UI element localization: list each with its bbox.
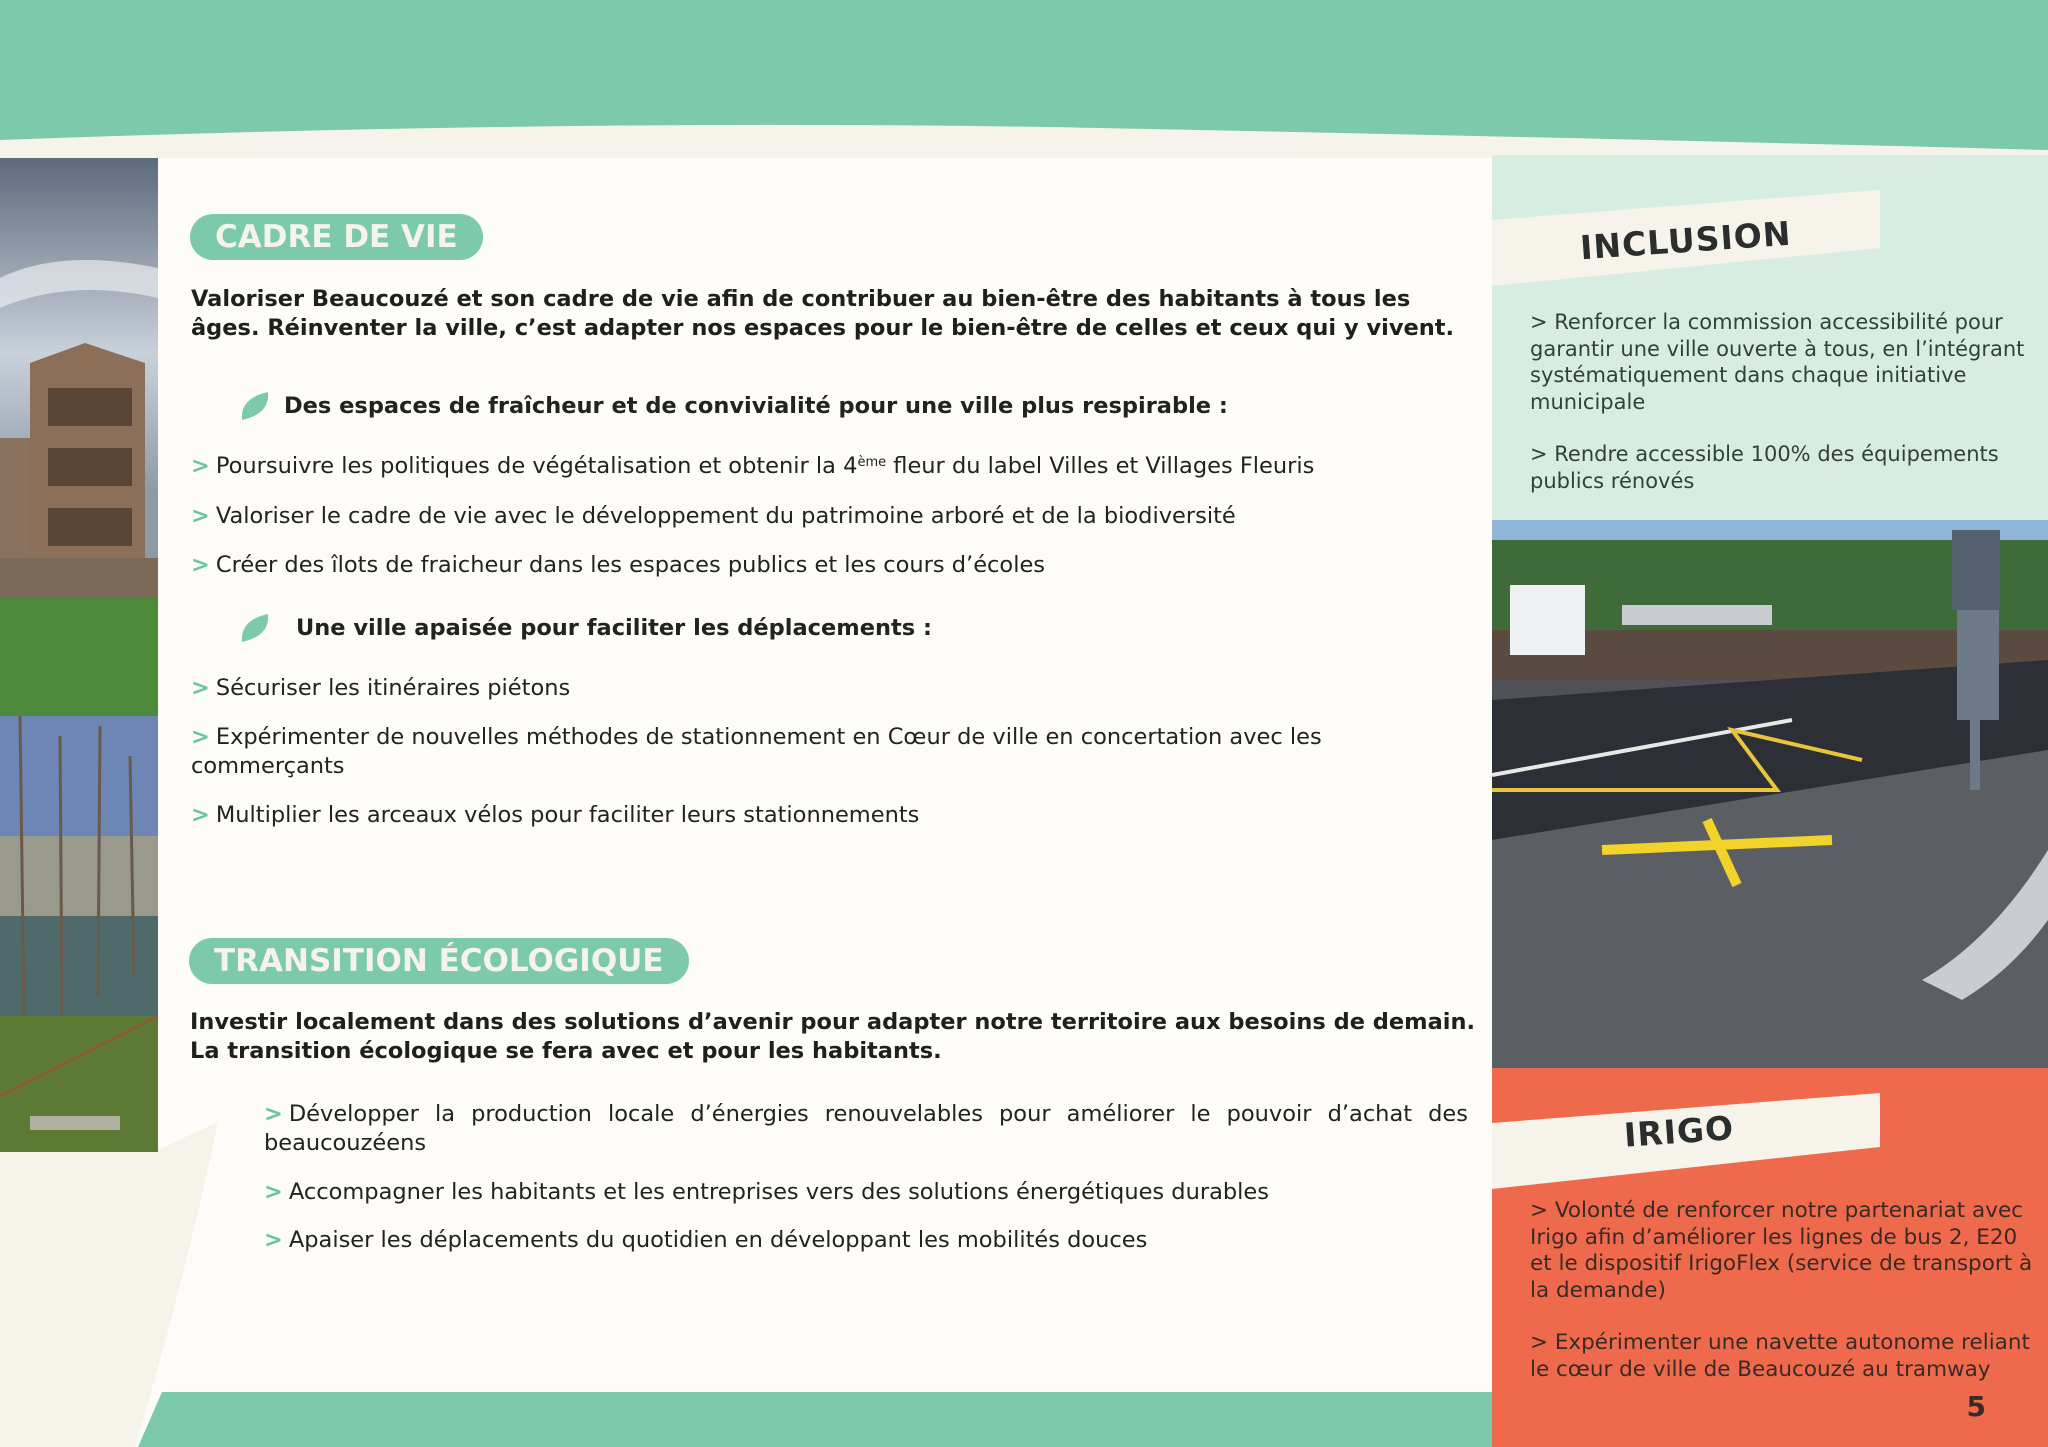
list-item: > Créer des îlots de fraicheur dans les espaces publics et les cours d’écoles [191,552,1046,578]
subheading-text: Une ville apaisée pour faciliter les déplacements : [296,615,932,641]
irigo-title: IRIGO [1622,1108,1736,1155]
list-item: > Renforcer la commission accessibilité pour garantir une ville ouverte à tous, en l’intégrant systématiquement dans chaque initiative municipale [1530,310,2025,414]
irigo-panel [1492,1068,2048,1447]
building-photo [0,158,158,716]
list-item: > Sécuriser les itinéraires piétons [191,675,571,701]
bus-stop-photo [1492,520,2048,1068]
bullet-marker: > [191,675,210,701]
section-title-transition: TRANSITION ÉCOLOGIQUE [189,938,689,984]
irigo-list [1530,1198,2035,1409]
list-item: > Développer la production locale d’énergies renouvelables pour améliorer le pouvoir d’achat des beaucouzéens [264,1101,1468,1156]
inclusion-title: INCLUSION [1578,213,1793,268]
garden-photo [0,716,158,1152]
section-title-cadre-de-vie: CADRE DE VIE [190,214,483,260]
list-item: > Multiplier les arceaux vélos pour faciliter leurs stationnements [191,802,920,828]
transition-intro: Investir localement dans des solutions d’avenir pour adapter notre territoire aux besoins de demain. La transition écologique se fera avec et pour les habitants. [190,1009,1476,1064]
bullet-marker: > [191,552,210,578]
list-item: > Volonté de renforcer notre partenariat avec Irigo afin d’améliorer les lignes de bus 2, E20 et le dispositif IrigoFlex (service de transport à la demande) [1530,1198,2033,1303]
inclusion-list [1530,309,2030,520]
bullet-marker: > [264,1227,283,1253]
header-band [0,0,2048,170]
list-item: > Expérimenter de nouvelles méthodes de stationnement en Cœur de ville en concertation avec les commerçants [191,724,1322,779]
bullet-marker: > [191,453,210,479]
bullet-marker: > [264,1179,283,1205]
inclusion-panel [1492,155,2048,520]
bullet-marker: > [264,1101,283,1127]
leaf-icon [240,612,270,644]
list-item: > Rendre accessible 100% des équipements publics rénovés [1530,442,1999,493]
list-item: > Valoriser le cadre de vie avec le développement du patrimoine arboré et de la biodiversité [191,503,1236,529]
bullet-marker: > [191,724,210,750]
leaf-icon [240,390,270,422]
list-item: > Poursuivre les politiques de végétalisation et obtenir la 4ème fleur du label Villes et Villages Fleuris [191,453,1315,479]
list-item: > Apaiser les déplacements du quotidien en développant les mobilités douces [264,1227,1148,1253]
subheading-fraicheur [240,390,1228,422]
cadre-de-vie-intro: Valoriser Beaucouzé et son cadre de vie afin de contribuer au bien-être des habitants à tous les âges. Réinventer la ville, c’est adapter nos espaces pour le bien-être de celles et ceux qui y vivent. [191,286,1455,341]
page-number: 5 [1966,1390,1986,1423]
list-item: > Accompagner les habitants et les entreprises vers des solutions énergétiques durables [264,1179,1269,1205]
bullet-marker: > [191,802,210,828]
subheading-text: Des espaces de fraîcheur et de convivialité pour une ville plus respirable : [284,393,1228,419]
subheading-deplacements [240,612,932,644]
bullet-marker: > [191,503,210,529]
list-item: > Expérimenter une navette autonome reliant le cœur de ville de Beaucouzé au tramway [1530,1330,2030,1382]
